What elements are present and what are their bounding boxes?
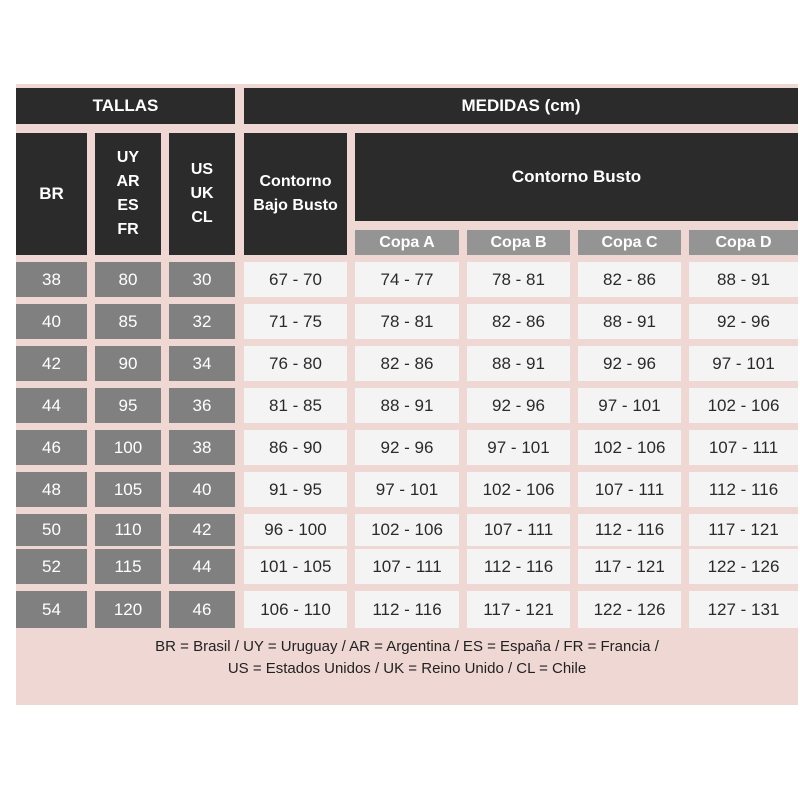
br-cell: 44 (16, 388, 87, 423)
us-label: US (190, 161, 214, 178)
copa-a-cell: 107 - 111 (355, 549, 459, 584)
br-column-header (16, 133, 87, 255)
copa-d-cell: 88 - 91 (689, 262, 798, 297)
copa-d-cell: 102 - 106 (689, 388, 798, 423)
us-cell: 38 (169, 430, 235, 465)
us-cell: 44 (169, 549, 235, 584)
br-cell: 40 (16, 304, 87, 339)
uy-cell: 115 (95, 549, 161, 584)
copa-a-cell: 112 - 116 (355, 591, 459, 628)
uk-label: UK (190, 185, 214, 202)
medidas-label: MEDIDAS (cm) (461, 96, 581, 115)
legend-line-1: BR = Brasil / UY = Uruguay / AR = Argentina / ES = España / FR = Francia / (155, 638, 659, 655)
copa-d-cell: 112 - 116 (689, 472, 798, 507)
copa-d-cell: 97 - 101 (689, 346, 798, 381)
br-cell: 48 (16, 472, 87, 507)
bajo-busto-cell: 81 - 85 (244, 388, 347, 423)
us-cell: 34 (169, 346, 235, 381)
copa-c-cell: 102 - 106 (578, 430, 681, 465)
legend-line-2: US = Estados Unidos / UK = Reino Unido / CL = Chile (227, 660, 587, 677)
br-cell: 50 (16, 514, 87, 546)
copa-b-cell: 78 - 81 (467, 262, 570, 297)
copa-c-cell: 92 - 96 (578, 346, 681, 381)
bajo-busto-cell: 91 - 95 (244, 472, 347, 507)
copa-d-cell: 92 - 96 (689, 304, 798, 339)
tallas-header (16, 88, 235, 124)
contorno-busto-header (355, 133, 798, 221)
uy-label: UY (116, 149, 140, 166)
es-label: ES (117, 197, 139, 214)
ar-label: AR (116, 173, 140, 190)
bajo-busto-cell: 76 - 80 (244, 346, 347, 381)
bajo-busto-cell: 96 - 100 (244, 514, 347, 546)
uy-cell: 105 (95, 472, 161, 507)
copa-a-cell: 82 - 86 (355, 346, 459, 381)
us-uk-cl-column-header (169, 133, 235, 255)
copa-b-label: Copa B (490, 233, 547, 251)
us-cell: 42 (169, 514, 235, 546)
copa-d-cell: 127 - 131 (689, 591, 798, 628)
copa-c-cell: 88 - 91 (578, 304, 681, 339)
uy-cell: 100 (95, 430, 161, 465)
copa-b-cell: 102 - 106 (467, 472, 570, 507)
copa-c-cell: 122 - 126 (578, 591, 681, 628)
tallas-label: TALLAS (92, 96, 159, 115)
copa-a-cell: 102 - 106 (355, 514, 459, 546)
br-cell: 38 (16, 262, 87, 297)
bajo-busto-column-header (244, 133, 347, 255)
copa-b-cell: 92 - 96 (467, 388, 570, 423)
copa-c-cell: 112 - 116 (578, 514, 681, 546)
bajo-busto-cell: 101 - 105 (244, 549, 347, 584)
br-cell: 52 (16, 549, 87, 584)
copa-b-cell: 82 - 86 (467, 304, 570, 339)
copa-a-header (355, 230, 459, 255)
br-label: BR (39, 184, 64, 203)
bajo-busto-cell: 106 - 110 (244, 591, 347, 628)
copa-b-cell: 107 - 111 (467, 514, 570, 546)
br-cell: 42 (16, 346, 87, 381)
us-cell: 30 (169, 262, 235, 297)
uy-cell: 95 (95, 388, 161, 423)
uy-cell: 90 (95, 346, 161, 381)
copa-b-header (467, 230, 570, 255)
uy-cell: 110 (95, 514, 161, 546)
bajo-busto-cell: 86 - 90 (244, 430, 347, 465)
copa-a-cell: 92 - 96 (355, 430, 459, 465)
copa-c-cell: 117 - 121 (578, 549, 681, 584)
copa-c-label: Copa C (601, 233, 658, 251)
uy-cell: 80 (95, 262, 161, 297)
bajo-busto-label: Bajo Busto (253, 197, 338, 214)
copa-b-cell: 117 - 121 (467, 591, 570, 628)
bajo-busto-cell: 67 - 70 (244, 262, 347, 297)
copa-a-cell: 74 - 77 (355, 262, 459, 297)
copa-d-cell: 122 - 126 (689, 549, 798, 584)
fr-label: FR (117, 221, 139, 238)
cl-label: CL (191, 209, 213, 226)
copa-d-header (689, 230, 798, 255)
copa-d-cell: 107 - 111 (689, 430, 798, 465)
copa-c-cell: 82 - 86 (578, 262, 681, 297)
br-cell: 54 (16, 591, 87, 628)
copa-a-cell: 97 - 101 (355, 472, 459, 507)
contorno-busto-label: Contorno Busto (511, 167, 642, 186)
us-cell: 46 (169, 591, 235, 628)
country-legend (16, 636, 798, 680)
copa-a-cell: 78 - 81 (355, 304, 459, 339)
copa-c-cell: 97 - 101 (578, 388, 681, 423)
copa-b-cell: 112 - 116 (467, 549, 570, 584)
copa-a-label: Copa A (379, 233, 435, 251)
us-cell: 36 (169, 388, 235, 423)
copa-b-cell: 88 - 91 (467, 346, 570, 381)
br-cell: 46 (16, 430, 87, 465)
medidas-header (244, 88, 798, 124)
copa-c-cell: 107 - 111 (578, 472, 681, 507)
copa-d-label: Copa D (715, 233, 772, 251)
copa-d-cell: 117 - 121 (689, 514, 798, 546)
copa-c-header (578, 230, 681, 255)
copa-a-cell: 88 - 91 (355, 388, 459, 423)
uy-cell: 120 (95, 591, 161, 628)
uy-ar-es-fr-column-header (95, 133, 161, 255)
uy-cell: 85 (95, 304, 161, 339)
copa-b-cell: 97 - 101 (467, 430, 570, 465)
contorno-label: Contorno (259, 173, 332, 190)
us-cell: 40 (169, 472, 235, 507)
us-cell: 32 (169, 304, 235, 339)
bajo-busto-cell: 71 - 75 (244, 304, 347, 339)
